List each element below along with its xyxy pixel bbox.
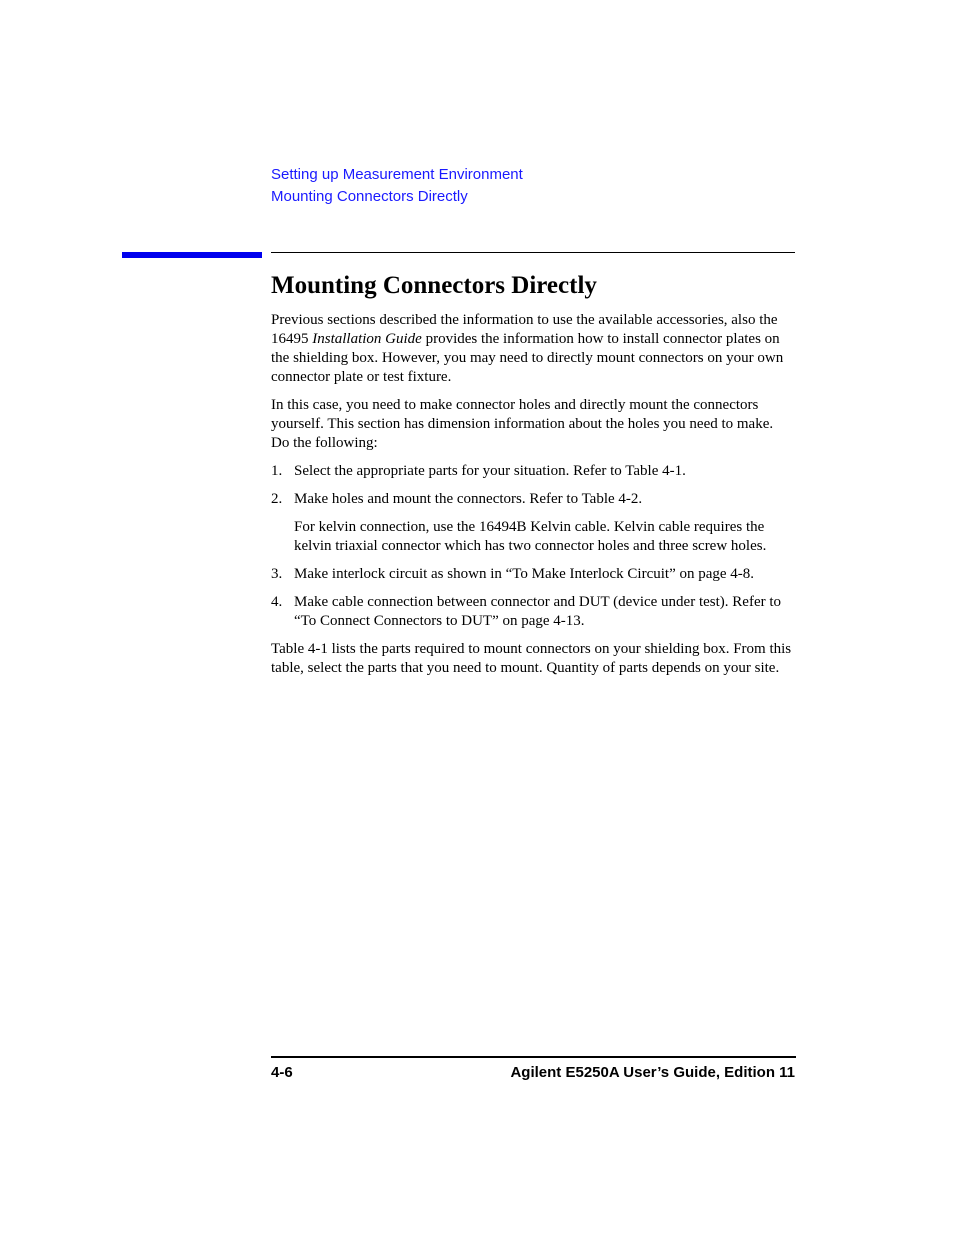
breadcrumb-section-link[interactable]: Mounting Connectors Directly [271, 188, 468, 205]
step-number: 4. [271, 594, 283, 610]
step-number: 1. [271, 463, 283, 479]
intro-paragraph-2: In this case, you need to make connector holes and directly mount the connectors yourself. This section has dimension information about the holes you need to make. Do the following: [271, 397, 774, 451]
installation-guide-reference: Installation Guide [312, 331, 422, 347]
closing-paragraph: Table 4-1 lists the parts required to mount connectors on your shielding box. From this table, select the parts that you need to mount. Quantity of parts depends on your site. [271, 641, 792, 676]
body-text [271, 311, 795, 687]
step-note: For kelvin connection, use the 16494B Kelvin cable. Kelvin cable requires the kelvin triaxial connector which has two connector holes and three screw holes. [294, 519, 767, 554]
steps-list [271, 462, 795, 631]
step-text: Select the appropriate parts for your situation. Refer to Table 4-1. [294, 463, 686, 479]
step-number: 2. [271, 491, 283, 507]
header-divider [271, 252, 795, 253]
section-accent-bar [122, 252, 262, 258]
list-item [271, 593, 795, 631]
list-item [271, 565, 795, 584]
step-text: Make cable connection between connector and DUT (device under test). Refer to “To Connect Connectors to DUT” on page 4-13. [294, 594, 782, 629]
list-item [271, 462, 795, 481]
breadcrumb [271, 164, 523, 208]
list-item [271, 490, 795, 556]
step-text: Make holes and mount the connectors. Refer to Table 4-2. [294, 491, 643, 507]
step-text: Make interlock circuit as shown in “To Make Interlock Circuit” on page 4-8. [294, 566, 755, 582]
breadcrumb-chapter-link[interactable]: Setting up Measurement Environment [271, 166, 523, 183]
footer-divider [271, 1056, 796, 1058]
page-number: 4-6 [271, 1064, 293, 1081]
step-number: 3. [271, 566, 283, 582]
book-title: Agilent E5250A User’s Guide, Edition 11 [510, 1064, 795, 1081]
intro-paragraph-1: Previous sections described the information to use the available accessories, also the 16495 Installation Guide provides the information how to install connector plates on the shielding box. However, you may need to directly mount connectors on your own connector plate or test fixture. [271, 312, 784, 385]
page-title: Mounting Connectors Directly [271, 272, 597, 299]
